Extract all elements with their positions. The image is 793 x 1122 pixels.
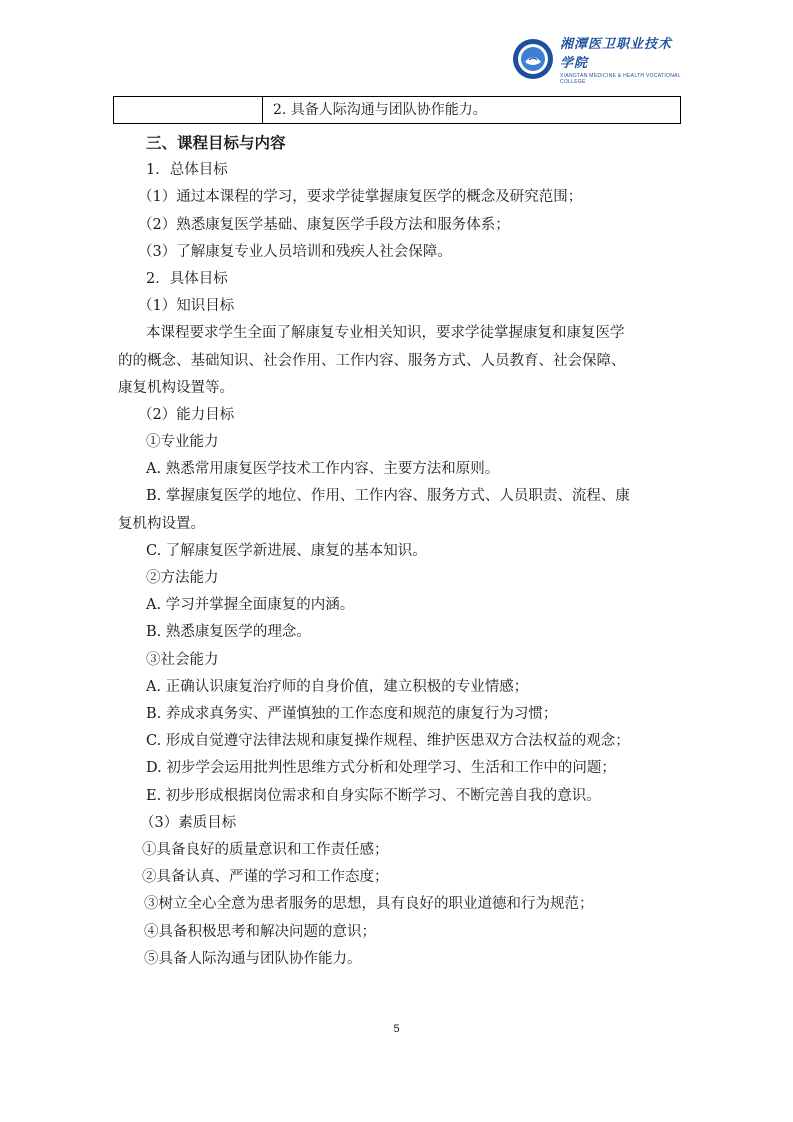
knowledge-paragraph-line-1: 本课程要求学生全面了解康复专业相关知识，要求学徒掌握康复和康复医学 [146,325,625,342]
social-ability-title: ③社会能力 [146,651,219,668]
table-cell-text: 2. 具备人际沟通与团队协作能力。 [273,102,487,118]
quality-goal-title: （3）素质目标 [140,814,237,831]
professional-ability-b-line-2: 复机构设置。 [118,515,205,532]
quality-goal-4: ④具备积极思考和解决问题的意识； [144,923,376,940]
ability-goal-title: （2）能力目标 [138,406,235,423]
quality-goal-2: ②具备认真、严谨的学习和工作态度； [142,869,389,886]
specific-goal-title: 2．具体目标 [146,270,228,287]
social-ability-b: B. 养成求真务实、严谨慎独的工作态度和规范的康复行为习惯； [146,706,558,723]
overall-goal-3: （3）了解康复专业人员培训和残疾人社会保障。 [138,243,452,260]
social-ability-a: A. 正确认识康复治疗师的自身价值，建立积极的专业情感； [146,678,529,695]
social-ability-c: C. 形成自觉遵守法律法规和康复操作规程、维护医患双方合法权益的观念； [146,733,630,750]
social-ability-d: D. 初步学会运用批判性思维方式分析和处理学习、生活和工作中的问题； [146,760,616,777]
quality-goal-1: ①具备良好的质量意识和工作责任感； [142,841,389,858]
table-cell-empty [114,97,263,123]
knowledge-goal-title: （1）知识目标 [138,298,235,315]
quality-goal-5: ⑤具备人际沟通与团队协作能力。 [144,950,362,967]
professional-ability-a: A. 熟悉常用康复医学技术工作内容、主要方法和原则。 [146,461,500,478]
method-ability-title: ②方法能力 [146,570,219,587]
college-emblem-icon [512,38,554,80]
professional-ability-title: ①专业能力 [146,434,219,451]
knowledge-paragraph-line-2: 的的概念、基础知识、社会作用、工作内容、服务方式、人员教育、社会保障、 [118,352,626,369]
overall-goal-title: 1．总体目标 [146,162,228,179]
table-row [113,96,681,124]
knowledge-paragraph-line-3: 康复机构设置等。 [118,379,234,396]
professional-ability-b-line-1: B. 掌握康复医学的地位、作用、工作内容、服务方式、人员职责、流程、康 [146,488,630,505]
social-ability-e: E. 初步形成根据岗位需求和自身实际不断学习、不断完善自我的意识。 [146,787,601,804]
overall-goal-1: （1）通过本课程的学习，要求学徒掌握康复医学的概念及研究范围； [138,189,583,206]
method-ability-a: A. 学习并掌握全面康复的内涵。 [146,597,355,614]
logo-chinese-name: 湘潭医卫职业技术学院 [560,37,673,71]
college-logo [512,36,682,85]
page-number: 5 [393,1023,400,1035]
document-body [116,130,686,973]
professional-ability-c: C. 了解康复医学新进展、康复的基本知识。 [146,542,427,559]
method-ability-b: B. 熟悉康复医学的理念。 [146,624,311,641]
logo-english-name: XIANGTAN MEDICINE & HEALTH VOCATIONAL COLLEGE [560,73,681,85]
overall-goal-2: （2）熟悉康复医学基础、康复医学手段方法和服务体系； [138,216,510,233]
section-title: 三、课程目标与内容 [146,134,286,152]
quality-goal-3: ③树立全心全意为患者服务的思想，具有良好的职业道德和行为规范； [144,896,594,913]
